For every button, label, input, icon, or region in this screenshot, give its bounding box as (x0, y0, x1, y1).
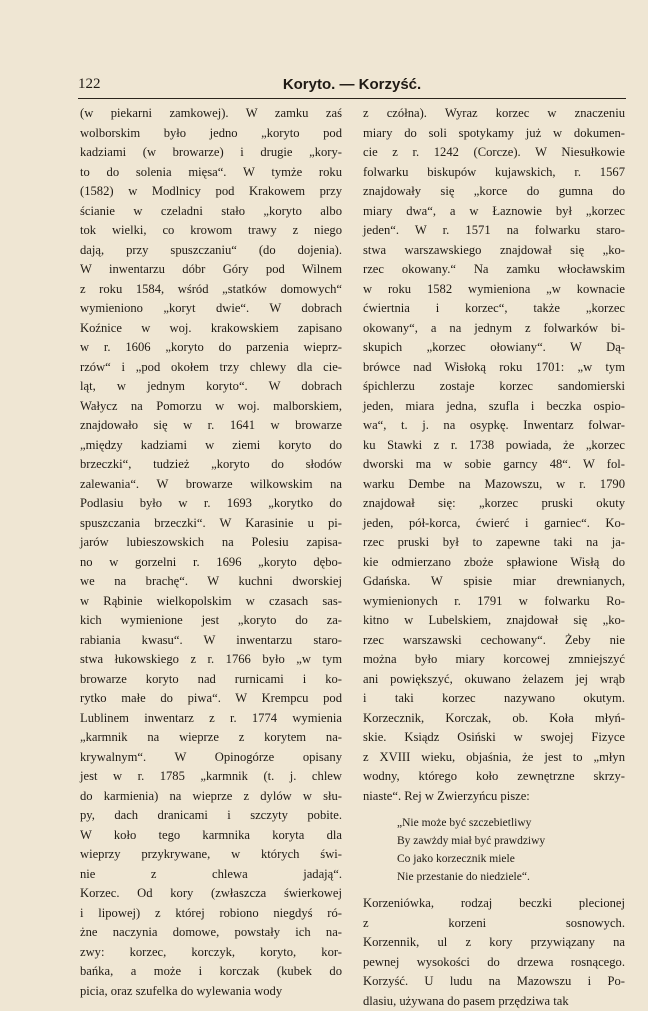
text-line: zalewania“. W browarze wilkowskim na (80, 475, 342, 495)
text-line: rzec okowany.“ Na zamku włocławskim (363, 260, 625, 280)
text-line: dają, przy spuszczaniu“ (do dojenia). (80, 241, 342, 261)
text-line: kich wymienione jest „koryto do za- (80, 611, 342, 631)
text-line: rzec warszawski cechowany“. Żeby nie (363, 631, 625, 651)
text-line: we na brachę“. W kuchni dworskiej (80, 572, 342, 592)
text-line: wolborskim było jedno „koryto pod (80, 124, 342, 144)
text-line: dlasiu, używana do pasem przędziwa tak (363, 992, 625, 1011)
text-line: w roku 1582 wymieniona „w kownacie (363, 280, 625, 300)
text-line: skupich „korzec ołowiany“. W Dą- (363, 338, 625, 358)
text-line: zwy: korzec, korczyk, koryto, kor- (80, 943, 342, 963)
text-line: tok wielki, co krowom trawy z niego (80, 221, 342, 241)
page-number: 122 (78, 76, 101, 93)
text-line: wa“, t. j. na osypkę. Inwentarz folwar- (363, 416, 625, 436)
text-line: wymieniono „koryt dwie“. W dobrach (80, 299, 342, 319)
text-line: rabiania kwasu“. W inwentarzu staro- (80, 631, 342, 651)
poem-line: By zawżdy miał być prawdziwy (363, 832, 625, 850)
text-line: warku Dembe na Mazowszu, w r. 1790 (363, 475, 625, 495)
text-line: „karmnik na wieprze z korytem na- (80, 728, 342, 748)
text-line: jest w r. 1785 „karmnik (t. j. chlew (80, 767, 342, 787)
text-line: picia, oraz szufelka do wylewania wody (80, 982, 342, 1002)
text-line: bańka, a może i korczak (kubek do (80, 962, 342, 982)
text-line: jarów lubieszowskich na Polesiu zapisa- (80, 533, 342, 553)
text-line: Koźnice w woj. krakowskiem zapisano (80, 319, 342, 339)
text-line: W inwentarzu dóbr Góry pod Wilnem (80, 260, 342, 280)
text-line: cie z r. 1242 (Corcze). W Niesułkowie (363, 143, 625, 163)
text-line: wodny, którego koło zewnętrzne skrzy- (363, 767, 625, 787)
text-line: Podlasiu było w r. 1693 „korytko do (80, 494, 342, 514)
text-line: kitno w Lubelskiem, znajdował się „ko- (363, 611, 625, 631)
text-line: dworski ma w sobie garncy 48“. W fol- (363, 455, 625, 475)
text-line: rytko małe do piwa“. W Krempcu pod (80, 689, 342, 709)
text-line: i taki korzec nazywano okutym. (363, 689, 625, 709)
text-line: miary do soli spotykamy już w dokumen- (363, 124, 625, 144)
text-line: py, dach dranicami i szczyty pobite. (80, 806, 342, 826)
spacer (363, 806, 625, 814)
text-line: browarze koryto nad rurnicami i ko- (80, 670, 342, 690)
text-line: pewnej wysokości do drzewa rosnącego. (363, 953, 625, 973)
text-line: Lublinem inwentarz z r. 1774 wymienia (80, 709, 342, 729)
text-line: no w gorzelni r. 1696 „koryto dębo- (80, 553, 342, 573)
text-line: wymienionych r. 1791 w folwarku Ro- (363, 592, 625, 612)
text-line: niaste“. Rej w Zwierzyńcu pisze: (363, 787, 625, 807)
text-line: spuszczania brzeczki“. W Karasinie u pi- (80, 514, 342, 534)
text-line: do karmienia) na wieprze z dylów w słu- (80, 787, 342, 807)
text-line: ćwiertnia i korzec“, także „korzec (363, 299, 625, 319)
text-line: w r. 1606 „koryto do parzenia wieprz- (80, 338, 342, 358)
text-line: i lipowej) z której robiono niegdyś ró- (80, 904, 342, 924)
text-line: rzec pruski był to zapewne taki na ja- (363, 533, 625, 553)
poem-line: „Nie może być szczebietliwy (363, 814, 625, 832)
text-line: jeden, miara jedna, szufla i beczka ospio- (363, 397, 625, 417)
left-column (80, 104, 342, 1001)
header-rule (78, 98, 626, 99)
right-column (363, 104, 625, 1011)
text-line: jeden“. W r. 1571 na folwarku staro- (363, 221, 625, 241)
text-line: Wałycz na Pomorzu w woj. malborskiem, (80, 397, 342, 417)
text-line: śpichlerzu zostaje korzec sandomierski (363, 377, 625, 397)
text-line: ani powiększyć, okuwano żelazem jej wrąb (363, 670, 625, 690)
text-line: Gdańska. W spisie miar drewnianych, (363, 572, 625, 592)
text-line: „między kadziami w ziemi koryto do (80, 436, 342, 456)
text-line: stwa łukowskiego z r. 1766 było „w tym (80, 650, 342, 670)
text-line: kie odmierzano zboże spławione Wisłą do (363, 553, 625, 573)
text-line: Korzecznik, Korczak, ob. Koła młyń- (363, 709, 625, 729)
text-line: folwarku biskupów kujawskich, r. 1567 (363, 163, 625, 183)
text-line: ku Stawki z r. 1738 powiada, że „korzec (363, 436, 625, 456)
text-line: z korzeni sosnowych. (363, 914, 625, 934)
text-line: w Rąbinie wielkopolskim w czasach sas- (80, 592, 342, 612)
text-line: W koło tego karmnika koryta dla (80, 826, 342, 846)
text-line: (1582) w Modlnicy pod Krakowem przy (80, 182, 342, 202)
text-line: znajdowały się „korce do gumna do (363, 182, 625, 202)
text-line: brówce nad Wisłoką roku 1701: „w tym (363, 358, 625, 378)
text-line: miary dwa“, a w Łaznowie był „korzec (363, 202, 625, 222)
text-line: wieprzy przykrywane, w których świ- (80, 845, 342, 865)
text-line: z XVIII wieku, objaśnia, że jest to „młyn (363, 748, 625, 768)
text-line: okowany“, a na jednym z folwarków bi- (363, 319, 625, 339)
text-line: Korzec. Od kory (zwłaszcza świerkowej (80, 884, 342, 904)
text-line: znajdował się: „korzec pruski okuty (363, 494, 625, 514)
text-line: Korzeniówka, rodzaj beczki plecionej (363, 894, 625, 914)
page-title: Koryto. — Korzyść. (78, 76, 626, 93)
text-line: (w piekarni zamkowej). W zamku zaś (80, 104, 342, 124)
text-line: kadziami (w browarze) i drugie „kory- (80, 143, 342, 163)
text-line: rzów“ i „pod okołem trzy chlewy dla cie- (80, 358, 342, 378)
text-line: skie. Ksiądz Osiński w swojej Fizyce (363, 728, 625, 748)
text-line: to do solenia mięsa“. W tymże roku (80, 163, 342, 183)
running-head (78, 76, 626, 98)
poem-line: Nie przestanie do niedziele“. (363, 868, 625, 886)
poem-line: Co jako korzecznik miele (363, 850, 625, 868)
text-line: nie z chlewa jadają“. (80, 865, 342, 885)
text-line: żne naczynia domowe, powstały ich na- (80, 923, 342, 943)
text-line: Korzennik, ul z kory przywiązany na (363, 933, 625, 953)
text-line: znajdowało się w r. 1641 w browarze (80, 416, 342, 436)
text-line: krywalnym“. W Opinogórze opisany (80, 748, 342, 768)
text-line: brzeczki“, tudzież „koryto do słodów (80, 455, 342, 475)
text-line: z czółna). Wyraz korzec w znaczeniu (363, 104, 625, 124)
spacer (363, 886, 625, 894)
text-line: Korzyść. U ludu na Mazowszu i Po- (363, 972, 625, 992)
text-line: jeden, pół-korca, ćwierć i garniec“. Ko- (363, 514, 625, 534)
text-line: ląt, w jednym koryto“. W dobrach (80, 377, 342, 397)
text-line: można było miary korcowej zmniejszyć (363, 650, 625, 670)
text-line: z roku 1584, wśród „statków domowych“ (80, 280, 342, 300)
text-line: stwa warszawskiego znajdował się „ko- (363, 241, 625, 261)
text-line: ścianie w czeladni stało „koryto albo (80, 202, 342, 222)
